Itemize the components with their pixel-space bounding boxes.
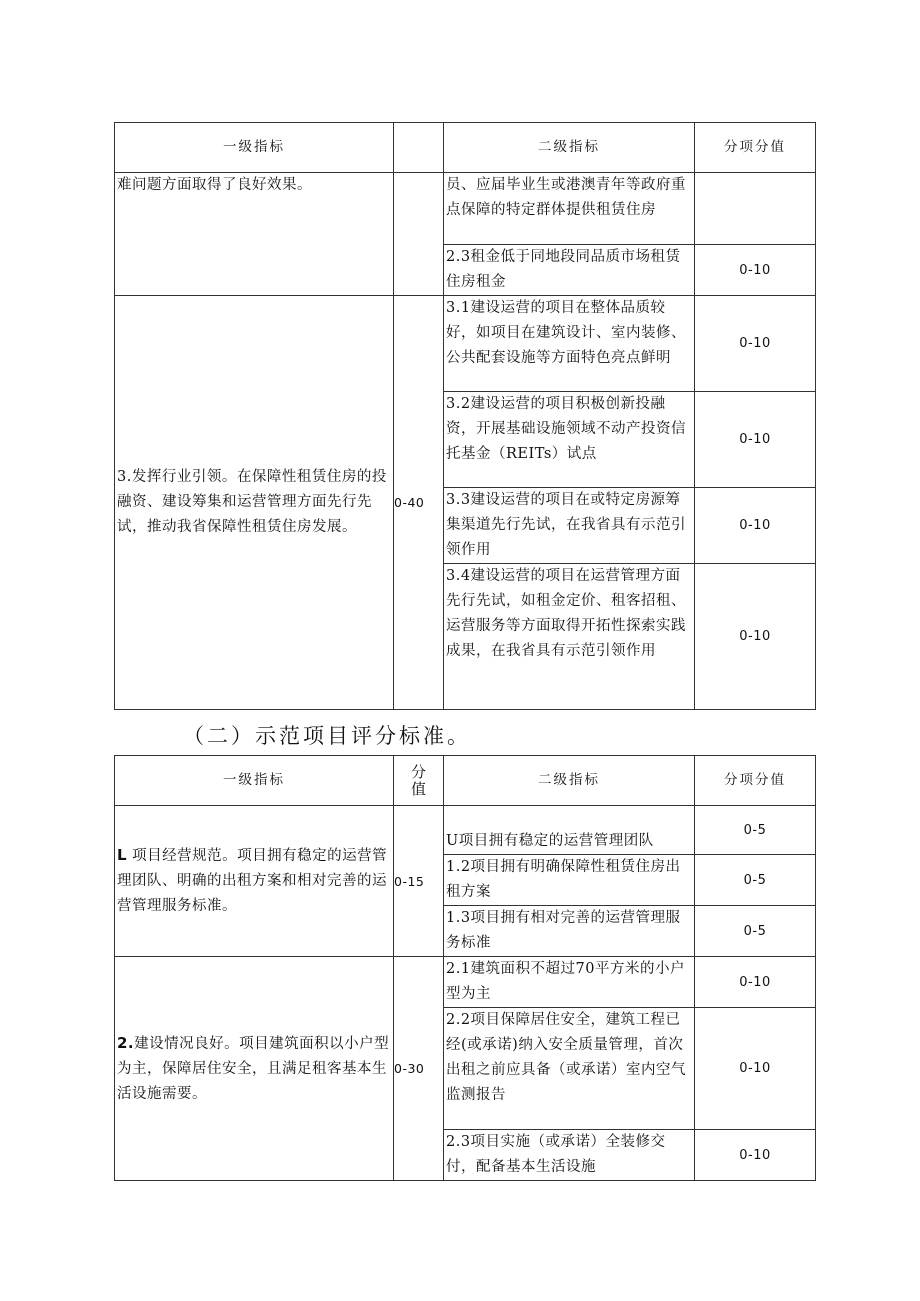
- header-value: [394, 756, 444, 806]
- score-cell: 0-5: [695, 906, 816, 957]
- secondary-indicator-cell: U项目拥有稳定的运营管理团队: [444, 806, 695, 855]
- secondary-indicator-cell: 3.4建设运营的项目在运营管理方面先行先试，如租金定价、租客招租、运营服务等方面取得开拓性探索实践成果，在我省具有示范引领作用: [444, 564, 695, 710]
- table-header-row: [115, 123, 816, 173]
- score-cell: 0-10: [695, 1130, 816, 1181]
- header-primary-indicator: 一级指标: [115, 756, 394, 806]
- secondary-indicator-cell: 3.3建设运营的项目在或特定房源筹集渠道先行先试，在我省具有示范引领作用: [444, 488, 695, 564]
- evaluation-table-part2: [114, 755, 816, 1181]
- secondary-indicator-cell: 1.3项目拥有相对完善的运营管理服务标准: [444, 906, 695, 957]
- primary-indicator-cell: 3.发挥行业引领。在保障性租赁住房的投融资、建设筹集和运营管理方面先行先试，推动我省保障性租赁住房发展。: [115, 296, 394, 710]
- secondary-indicator-cell: 1.2项目拥有明确保障性租赁住房出租方案: [444, 855, 695, 906]
- score-cell: 0-10: [695, 1008, 816, 1130]
- header-item-score: 分项分值: [695, 123, 816, 173]
- primary-indicator-cell: [115, 957, 394, 1181]
- secondary-indicator-cell: 2.1建筑面积不超过70平方米的小户型为主: [444, 957, 695, 1008]
- score-cell: 0-5: [695, 855, 816, 906]
- table-row: [115, 173, 816, 245]
- value-cell: [394, 173, 444, 296]
- secondary-indicator-cell: 3.2建设运营的项目积极创新投融资，开展基础设施领域不动产投资信托基金（REITs）试点: [444, 392, 695, 488]
- header-value-bottom: 值: [410, 779, 426, 798]
- header-primary-indicator: 一级指标: [115, 123, 394, 173]
- score-cell: 0-10: [695, 392, 816, 488]
- primary-indicator-cell: 难问题方面取得了良好效果。: [115, 173, 394, 296]
- score-cell: 0-10: [695, 245, 816, 296]
- table-header-row: [115, 756, 816, 806]
- score-cell: 0-10: [695, 564, 816, 710]
- primary-indicator-cell: [115, 806, 394, 957]
- score-cell: [695, 173, 816, 245]
- header-value: [394, 123, 444, 173]
- secondary-indicator-cell: 3.1建设运营的项目在整体品质较好，如项目在建筑设计、室内装修、公共配套设施等方面特色亮点鲜明: [444, 296, 695, 392]
- secondary-indicator-cell: 员、应届毕业生或港澳青年等政府重点保障的特定群体提供租赁住房: [444, 173, 695, 245]
- header-value-top: 分: [410, 762, 426, 781]
- section-heading: （二）示范项目评分标准。: [183, 724, 471, 748]
- item-number: 2.: [117, 1033, 135, 1052]
- table-row: [115, 957, 816, 1008]
- value-cell: 0-30: [394, 957, 444, 1181]
- secondary-indicator-cell: 2.3租金低于同地段同品质市场租赁住房租金: [444, 245, 695, 296]
- value-cell: 0-15: [394, 806, 444, 957]
- secondary-indicator-cell: 2.3项目实施（或承诺）全装修交付，配备基本生活设施: [444, 1130, 695, 1181]
- header-item-score: 分项分值: [695, 756, 816, 806]
- score-cell: 0-5: [695, 806, 816, 855]
- header-secondary-indicator: 二级指标: [444, 123, 695, 173]
- score-cell: 0-10: [695, 957, 816, 1008]
- secondary-indicator-cell: 2.2项目保障居住安全，建筑工程已经(或承诺)纳入安全质量管理，首次出租之前应具备（或承诺）室内空气监测报告: [444, 1008, 695, 1130]
- table-row: [115, 806, 816, 855]
- header-secondary-indicator: 二级指标: [444, 756, 695, 806]
- score-cell: 0-10: [695, 488, 816, 564]
- evaluation-table-part1: [114, 122, 816, 710]
- table-row: [115, 296, 816, 392]
- primary-indicator-text: 项目经营规范。项目拥有稳定的运营管理团队、明确的出租方案和相对完善的运营管理服务标准。: [117, 848, 388, 914]
- item-number: L: [117, 846, 128, 864]
- primary-indicator-text: 建设情况良好。项目建筑面积以小户型为主，保障居住安全，且满足租客基本生活设施需要。: [117, 1035, 390, 1102]
- value-cell: 0-40: [394, 296, 444, 710]
- score-cell: 0-10: [695, 296, 816, 392]
